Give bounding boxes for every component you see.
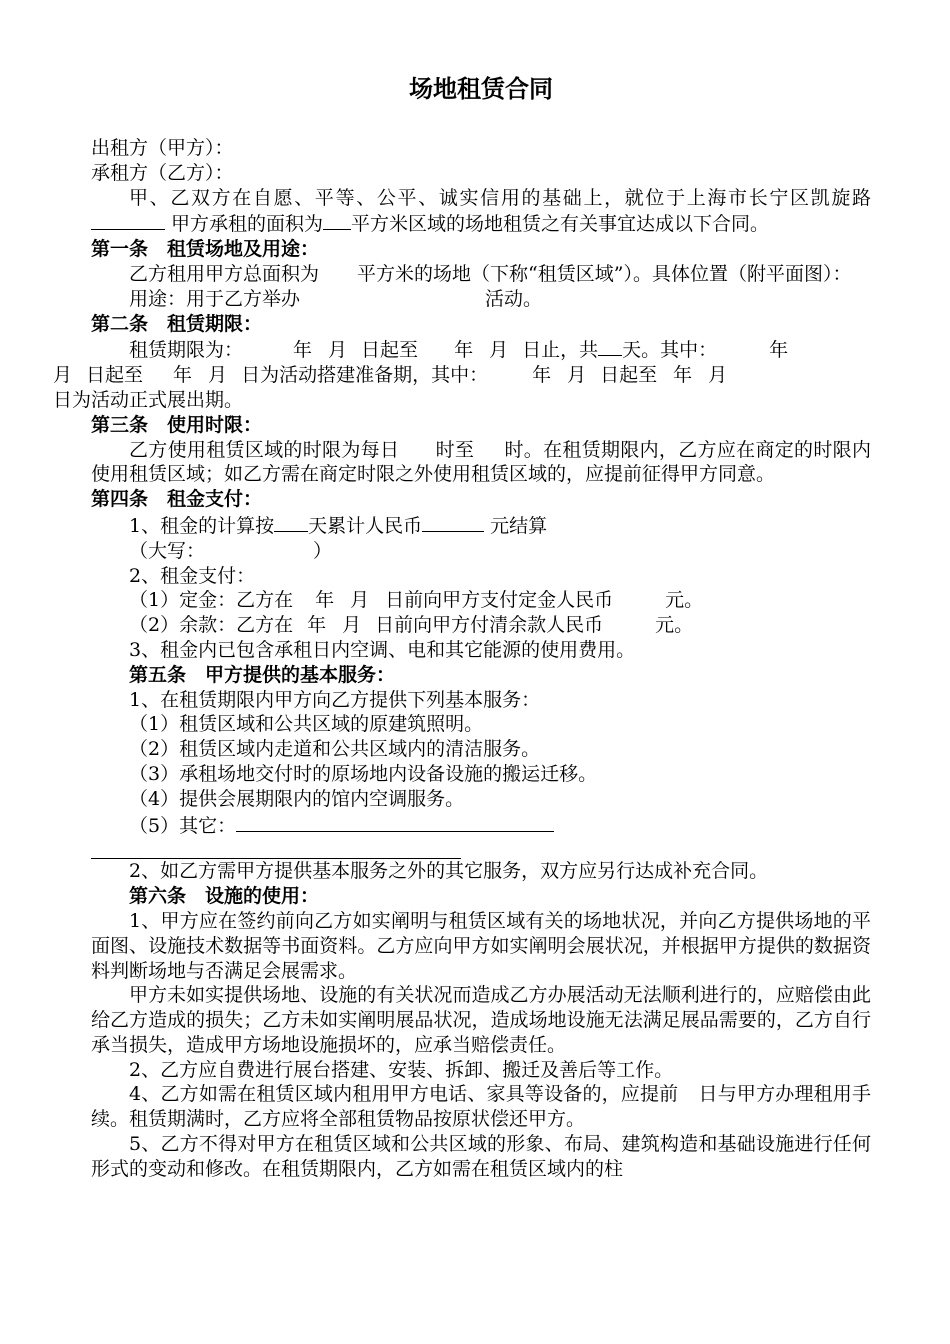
service-line-5: （4）提供会展期限内的馆内空调服务。 bbox=[129, 787, 465, 810]
art2-text: 租赁期限为： bbox=[129, 339, 244, 362]
art2-month: 月 bbox=[208, 364, 228, 387]
intro-text-b: 甲方承租的面积为 bbox=[165, 213, 324, 236]
art2-year: 年 bbox=[532, 364, 552, 387]
art3-text-b: 时至 bbox=[435, 438, 475, 461]
article-6-paragraph-1: 1、甲方应在签约前向乙方如实阐明与租赁区域有关的场地状况，并向乙方提供场地的平面图、设施技术数据等书面资料。乙方应向甲方如实阐明会展状况，并根据甲方提供的数据资料判断场地与否满足会展需求。 bbox=[91, 909, 871, 982]
art2-setup: 日为活动搭建准备期，其中： bbox=[241, 364, 489, 387]
deposit-b: 日前向甲方支付定金人民币 bbox=[385, 589, 614, 612]
article-3-paragraph bbox=[91, 438, 871, 488]
art1-use-b: 活动。 bbox=[485, 287, 543, 310]
art2-from: 日起至 bbox=[600, 364, 658, 387]
article-4-heading: 第四条 租金支付： bbox=[91, 488, 263, 511]
art6-p4-a: 4、乙方如需在租赁区域内租用甲方电话、家具等设备的，应提前 bbox=[129, 1083, 679, 1106]
rent-calc-a: 1、租金的计算按 bbox=[129, 514, 275, 537]
article-1-paragraph-2 bbox=[91, 287, 871, 312]
balance-month: 月 bbox=[342, 614, 362, 637]
deposit-month: 月 bbox=[350, 589, 370, 612]
service-line-4: （3）承租场地交付时的原场地内设备设施的搬运迁移。 bbox=[129, 762, 598, 785]
art1-text-a: 乙方租用甲方总面积为 bbox=[129, 262, 320, 285]
rent-words-b: ） bbox=[313, 539, 333, 562]
rent-calc-line bbox=[91, 512, 871, 539]
art2-year: 年 bbox=[173, 364, 193, 387]
days-blank bbox=[598, 336, 622, 356]
deposit-c: 元。 bbox=[665, 589, 704, 612]
rent-days-blank bbox=[274, 512, 308, 532]
article-1-heading: 第一条 租赁场地及用途： bbox=[91, 238, 320, 261]
service-line-other bbox=[91, 812, 871, 839]
rent-calc-b: 天累计人民币 bbox=[308, 514, 423, 537]
lessor-line: 出租方（甲方）： bbox=[91, 137, 234, 159]
art2-to: 日止，共 bbox=[522, 339, 599, 362]
service-other-blank bbox=[236, 812, 554, 832]
art2-among: 天。其中： bbox=[622, 339, 718, 362]
intro-text-c: 平方米区域的场地租赁之有关事宜达成以下合同。 bbox=[351, 213, 770, 236]
art3-text-c: 时。在租赁期限内，乙方应在商定的时限内使用租赁区域；如乙方需在商定时限之外使用租赁区域的，应提前征得甲方同意。 bbox=[91, 438, 871, 486]
article-3-heading: 第三条 使用时限： bbox=[91, 413, 263, 436]
art2-from: 日起至 bbox=[86, 364, 144, 387]
art2-month: 月 bbox=[708, 364, 728, 387]
art1-use-a: 用途：用于乙方举办 bbox=[129, 287, 301, 310]
art2-show: 日为活动正式展出期。 bbox=[53, 388, 244, 411]
art2-from: 日起至 bbox=[361, 339, 419, 362]
balance-year: 年 bbox=[307, 614, 327, 637]
page-title: 场地租赁合同 bbox=[409, 75, 553, 103]
rent-calc-c: 元结算 bbox=[484, 514, 548, 537]
lessee-line: 承租方（乙方）： bbox=[91, 161, 234, 184]
deposit-a: （1）定金：乙方在 bbox=[129, 589, 294, 612]
article-6-heading: 第六条 设施的使用： bbox=[129, 885, 320, 908]
art2-year: 年 bbox=[673, 364, 693, 387]
balance-b: 日前向甲方付清余款人民币 bbox=[375, 614, 604, 637]
article-2-paragraph bbox=[53, 336, 871, 412]
service-line-1: 1、在租赁期限内甲方向乙方提供下列基本服务： bbox=[129, 688, 541, 711]
article-6-paragraph-3: 2、乙方应自费进行展台搭建、安装、拆卸、搬迁及善后等工作。 bbox=[129, 1058, 674, 1081]
service-line-2: （1）租赁区域和公共区域的原建筑照明。 bbox=[129, 713, 484, 736]
article-6-paragraph-2: 甲方未如实提供场地、设施的有关状况而造成乙方办展活动无法顺利进行的，应赔偿由此给乙方造成的损失；乙方未如实阐明展品状况，造成场地设施无法满足展品需要的，乙方自行承当损失，造成甲方场地设施损坏的，应承当赔偿责任。 bbox=[91, 984, 871, 1056]
rent-amount-blank bbox=[422, 512, 484, 532]
art1-text-b: 平方米的场地（下称“租赁区域”）。具体位置（附平面图）： bbox=[357, 262, 852, 285]
rent-words-a: （大写： bbox=[129, 539, 206, 562]
art3-text-a: 乙方使用租赁区域的时限为每日 bbox=[129, 438, 400, 461]
art2-month: 月 bbox=[567, 364, 587, 387]
contract-page bbox=[53, 72, 871, 1182]
area-blank bbox=[323, 210, 351, 230]
intro-text-a: 甲、乙双方在自愿、平等、公平、诚实信用的基础上，就位于上海市长宁区凯旋路 bbox=[129, 186, 871, 209]
art2-month: 月 bbox=[328, 339, 348, 362]
art2-year: 年 bbox=[454, 339, 474, 362]
rent-payment-line: 2、租金支付： bbox=[129, 564, 256, 587]
article-5-heading: 第五条 甲方提供的基本服务： bbox=[129, 663, 396, 686]
rent-includes-line: 3、租金内已包含承租日内空调、电和其它能源的使用费用。 bbox=[129, 638, 636, 661]
intro-paragraph bbox=[91, 186, 871, 238]
article-6-paragraph-5: 5、乙方不得对甲方在租赁区域和公共区域的形象、布局、建筑构造和基础设施进行任何形式的变动和修改。在租赁期限内，乙方如需在租赁区域内的柱 bbox=[91, 1133, 871, 1180]
balance-c: 元。 bbox=[655, 614, 694, 637]
rent-words-line bbox=[91, 539, 871, 564]
address-blank bbox=[91, 210, 165, 230]
service-line-3: （2）租赁区域内走道和公共区域内的清洁服务。 bbox=[129, 738, 541, 761]
deposit-line bbox=[91, 588, 871, 613]
balance-line bbox=[91, 613, 871, 638]
deposit-year: 年 bbox=[315, 589, 335, 612]
service-other-blank-continued bbox=[91, 838, 461, 859]
art2-month: 月 bbox=[489, 339, 509, 362]
article-2-heading: 第二条 租赁期限： bbox=[91, 312, 263, 335]
article-1-paragraph-1 bbox=[91, 262, 871, 287]
article-6-paragraph-4 bbox=[91, 1082, 871, 1132]
art2-month: 月 bbox=[53, 364, 73, 387]
art2-year: 年 bbox=[769, 339, 789, 362]
art6-p4-b: 日与甲方办理租用手续。租赁期满时，乙方应将全部租赁物品按原状偿还甲方。 bbox=[91, 1083, 871, 1131]
balance-a: （2）余款：乙方在 bbox=[129, 614, 294, 637]
service-line-extra: 2、如乙方需甲方提供基本服务之外的其它服务，双方应另行达成补充合同。 bbox=[129, 860, 769, 883]
service-other-label: （5）其它： bbox=[129, 814, 237, 837]
art2-year: 年 bbox=[293, 339, 313, 362]
